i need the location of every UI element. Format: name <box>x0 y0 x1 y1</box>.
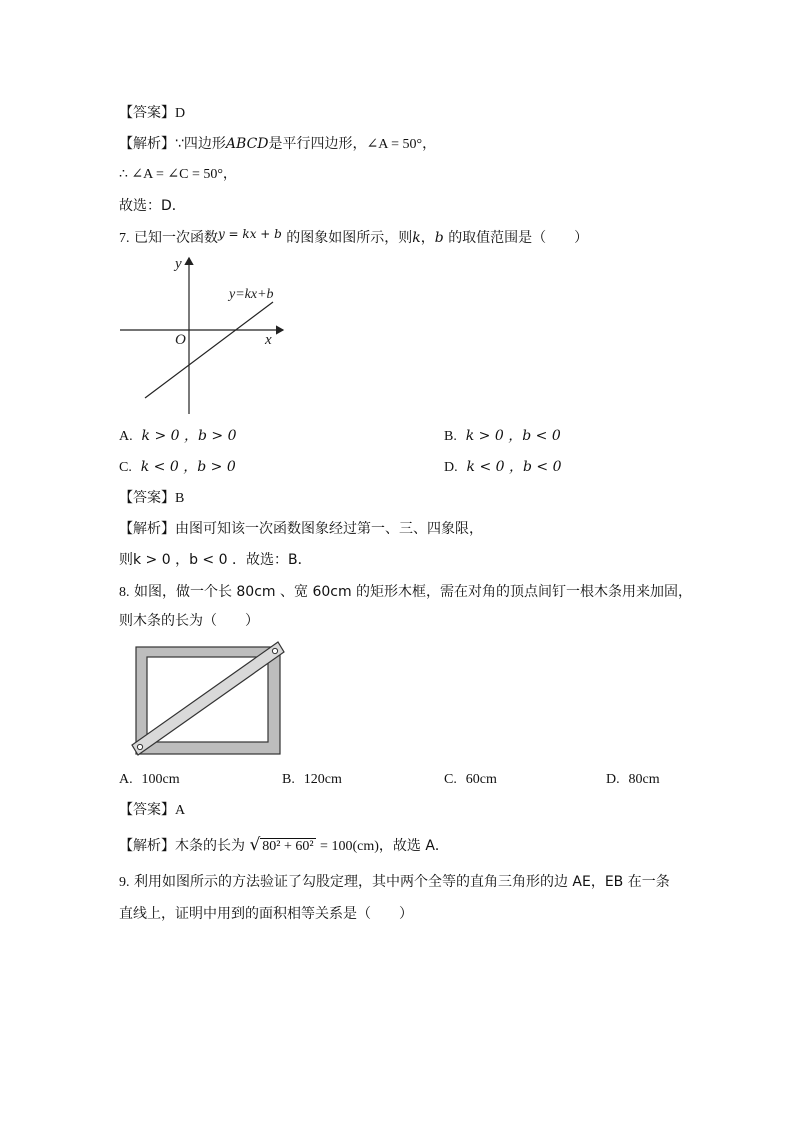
comma: ， <box>420 230 435 246</box>
analysis-abcd: ABCD <box>225 136 269 152</box>
q8-option-d[interactable] <box>606 770 660 789</box>
answer-line-6 <box>119 104 185 123</box>
answer-value: B <box>175 491 185 506</box>
stem-line1: 如图，做一个长 80cm 、宽 60cm 的矩形木框，需在对角的顶点间钉一根木条用来加固， <box>133 584 693 600</box>
option-letter: B. <box>282 772 295 787</box>
answer-tag: 【答案】 <box>119 802 175 818</box>
answer-value: A <box>175 803 186 818</box>
analysis-result: = 100(cm) <box>320 839 379 854</box>
option-text: 100cm <box>141 772 180 787</box>
answer-value: D <box>175 106 186 121</box>
analysis-prefix: ∵四边形 <box>175 136 226 152</box>
sqrt-sign: √ <box>249 835 261 855</box>
stem-before: 已知一次函数 <box>133 230 218 246</box>
conclusion-6: 故选：D． <box>119 198 186 214</box>
analysis-tag: 【解析】 <box>119 136 175 152</box>
question-8-stem-line2: 则木条的长为（ ） <box>119 613 259 629</box>
analysis-mid: 是平行四边形， <box>268 136 367 152</box>
analysis-before: 木条的长为 <box>175 838 245 854</box>
option-letter: C. <box>444 772 457 787</box>
q7-option-d[interactable] <box>444 458 562 477</box>
option-text: k < 0 ，b < 0 <box>466 459 562 475</box>
option-text: k > 0 ，b > 0 <box>141 428 237 444</box>
function-expression: y = kx + b <box>217 227 282 241</box>
option-letter: A. <box>119 772 133 787</box>
function-line <box>145 302 273 398</box>
analysis-line-6 <box>119 135 436 154</box>
wooden-frame-figure <box>132 640 290 760</box>
q7-option-b[interactable] <box>444 427 561 446</box>
analysis-angle: ∠A = 50°， <box>366 137 437 152</box>
question-9-stem-line2: 直线上，证明中用到的面积相等关系是（ ） <box>119 906 413 922</box>
question-9-stem-line1 <box>119 873 670 892</box>
option-letter: B. <box>444 429 457 444</box>
x-axis-label: x <box>265 332 272 348</box>
option-text: 120cm <box>303 772 342 787</box>
analysis-line-6b: ∴ ∠A = ∠C = 50°， <box>119 167 237 182</box>
q7-option-a[interactable] <box>119 427 237 446</box>
analysis-line-7b: 则k > 0 ，b < 0 ．故选：B． <box>119 552 312 568</box>
q8-option-a[interactable] <box>119 770 180 789</box>
y-axis-label: y <box>175 256 182 272</box>
question-number: 9. <box>119 875 130 890</box>
k-symbol: k <box>412 230 421 246</box>
q8-option-b[interactable] <box>282 770 342 789</box>
question-number: 8. <box>119 585 130 600</box>
question-8-stem-line1 <box>119 583 692 602</box>
answer-line-7 <box>119 489 184 508</box>
analysis-line-7 <box>119 520 483 538</box>
brace-nail-bottom <box>137 744 142 749</box>
question-number: 7. <box>119 231 130 246</box>
option-letter: D. <box>444 460 458 475</box>
q8-option-c[interactable] <box>444 770 497 789</box>
analysis-after: ，故选 A． <box>378 838 449 854</box>
option-letter: D. <box>606 772 620 787</box>
answer-tag: 【答案】 <box>119 490 175 506</box>
option-letter: A. <box>119 429 133 444</box>
stem-line1: 利用如图所示的方法验证了勾股定理，其中两个全等的直角三角形的边 AE，EB 在一条 <box>133 874 670 890</box>
q7-option-c[interactable] <box>119 458 236 477</box>
option-text: k > 0 ，b < 0 <box>465 428 561 444</box>
option-letter: C. <box>119 460 132 475</box>
b-symbol: b <box>434 230 444 246</box>
analysis-line-8 <box>119 836 449 856</box>
origin-label: O <box>175 332 186 348</box>
stem-end: 的取值范围是（ ） <box>448 230 589 246</box>
analysis-tag: 【解析】 <box>119 838 175 854</box>
option-text: 60cm <box>465 772 497 787</box>
stem-after: 的图象如图所示，则 <box>286 230 413 246</box>
option-text: k < 0 ，b > 0 <box>140 459 236 475</box>
answer-tag: 【答案】 <box>119 105 175 121</box>
analysis-text: 由图可知该一次函数图象经过第一、三、四象限， <box>175 521 483 537</box>
brace-nail-top <box>272 648 277 653</box>
line-label: y=kx+b <box>229 287 274 302</box>
question-7-stem <box>119 229 588 248</box>
analysis-tag: 【解析】 <box>119 521 175 537</box>
option-text: 80cm <box>628 772 660 787</box>
radicand: 80² + 60² <box>262 839 314 854</box>
linear-function-graph <box>115 252 290 417</box>
answer-line-8 <box>119 801 185 820</box>
